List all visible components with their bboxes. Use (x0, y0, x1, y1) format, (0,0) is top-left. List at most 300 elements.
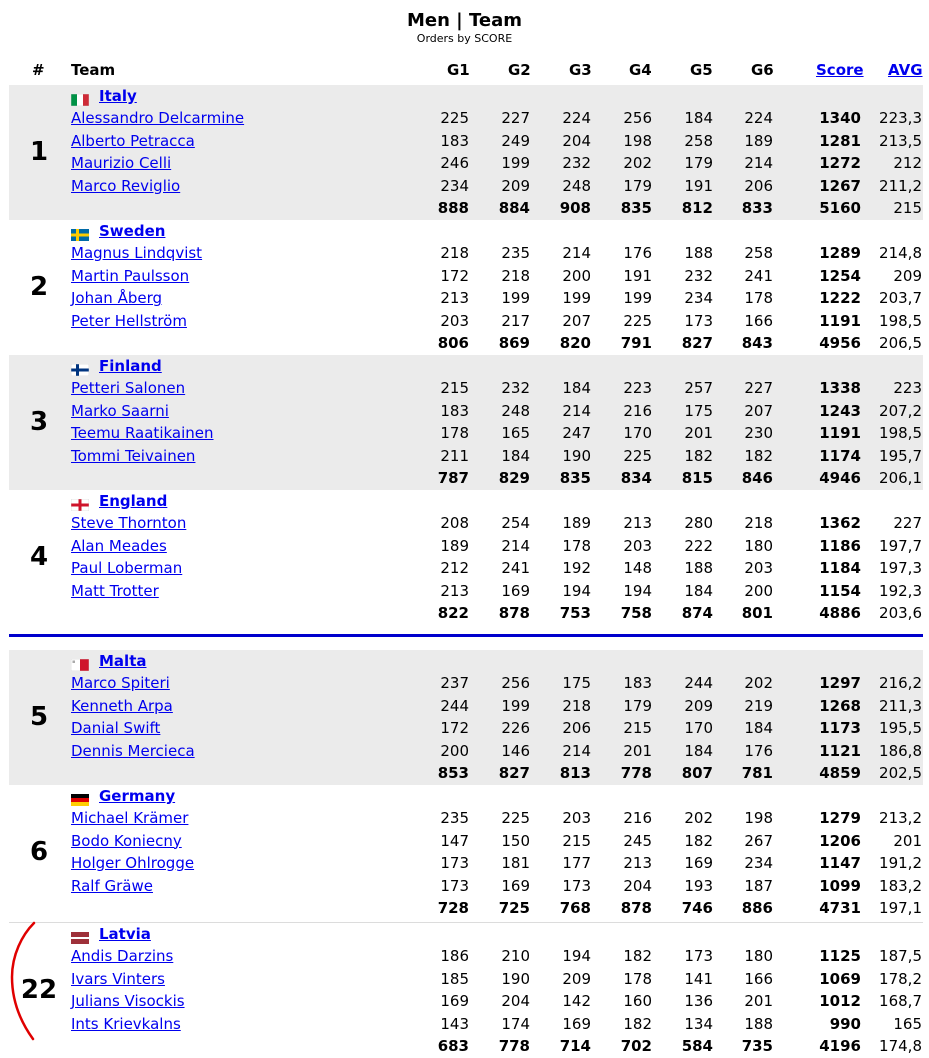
player-average: 216,2 (879, 674, 922, 692)
game-score-2: 199 (501, 696, 530, 715)
team-total-game-2: 884 (498, 199, 530, 217)
team-total-game-4: 758 (620, 604, 652, 622)
team-country-link[interactable]: England (99, 492, 168, 510)
game-score-5: 136 (684, 992, 713, 1010)
game-score-2: 210 (501, 947, 530, 965)
game-score-5: 141 (684, 969, 713, 988)
team-total-score: 4196 (819, 1037, 861, 1055)
game-score-3: 192 (562, 559, 591, 577)
team-rank: 2 (29, 272, 49, 302)
team-total-game-3: 835 (559, 469, 591, 487)
finland-flag-icon (71, 361, 89, 373)
game-score-4: 203 (623, 536, 652, 555)
game-score-6: 214 (744, 154, 773, 172)
game-score-6: 166 (744, 969, 773, 988)
game-score-6: 198 (744, 809, 773, 827)
game-score-4: 198 (623, 131, 652, 150)
game-score-3: 194 (562, 581, 591, 600)
game-score-3: 247 (562, 424, 591, 442)
player-name-link[interactable]: Magnus Lindqvist (71, 244, 203, 262)
game-score-5: 173 (684, 311, 713, 330)
column-header-g6: G6 (751, 61, 774, 79)
game-score-5: 175 (684, 401, 713, 420)
game-score-2: 165 (501, 424, 530, 442)
team-total-game-2: 778 (498, 1037, 530, 1055)
column-header-g3: G3 (569, 61, 592, 79)
italy-flag-icon (71, 91, 89, 103)
game-score-6: 178 (744, 289, 773, 307)
game-score-6: 224 (744, 109, 773, 127)
game-score-5: 280 (684, 514, 713, 532)
game-score-3: 214 (562, 741, 591, 760)
team-total-score: 4859 (819, 764, 861, 782)
team-total-game-5: 874 (681, 604, 713, 622)
team-total-game-4: 778 (620, 764, 652, 782)
handwritten-annotation-bracket (0, 915, 50, 1045)
game-score-2: 190 (501, 969, 530, 988)
team-total-game-2: 827 (498, 764, 530, 782)
game-score-3: 199 (562, 289, 591, 307)
team-total-game-1: 806 (437, 334, 469, 352)
game-score-1: 186 (440, 947, 469, 965)
game-score-5: 182 (684, 446, 713, 465)
team-block-england (9, 490, 923, 625)
game-score-1: 211 (440, 446, 469, 465)
game-score-3: 142 (562, 992, 591, 1010)
game-score-2: 254 (501, 514, 530, 532)
team-total-game-1: 683 (437, 1037, 469, 1055)
game-score-2: 174 (501, 1014, 530, 1033)
column-header-team: Team (71, 61, 116, 79)
player-name-link[interactable]: Holger Ohlrogge (71, 854, 195, 872)
game-score-1: 183 (440, 131, 469, 150)
game-score-3: 214 (562, 244, 591, 262)
player-name-link[interactable]: Marko Saarni (71, 401, 169, 420)
team-total-game-4: 878 (620, 899, 652, 917)
team-total-game-5: 827 (681, 334, 713, 352)
column-header-g4: G4 (629, 61, 652, 79)
game-score-3: 189 (562, 514, 591, 532)
player-name-link[interactable]: Maurizio Celli (71, 154, 172, 172)
column-header-g1: G1 (447, 61, 470, 79)
game-score-1: 213 (440, 289, 469, 307)
team-total-game-2: 829 (498, 469, 530, 487)
game-score-1: 203 (440, 311, 469, 330)
player-name-link[interactable]: Dennis Mercieca (71, 741, 195, 760)
team-rank: 22 (20, 975, 58, 1005)
game-score-3: 248 (562, 176, 591, 195)
malta-flag-icon (71, 656, 89, 668)
game-score-1: 237 (440, 674, 469, 692)
game-score-2: 249 (501, 131, 530, 150)
game-score-5: 209 (684, 696, 713, 715)
player-total-score: 1272 (819, 154, 861, 172)
team-total-game-4: 835 (620, 199, 652, 217)
sweden-flag-icon (71, 226, 89, 238)
game-score-4: 182 (623, 1014, 652, 1033)
player-average: 191,2 (879, 854, 922, 872)
game-score-4: 215 (623, 719, 652, 737)
team-total-game-5: 812 (681, 199, 713, 217)
game-score-4: 216 (623, 401, 652, 420)
team-total-game-1: 728 (437, 899, 469, 917)
game-score-1: 189 (440, 536, 469, 555)
game-score-6: 267 (744, 831, 773, 850)
player-name-link[interactable]: Julians Visockis (71, 992, 185, 1010)
team-rank: 6 (29, 837, 49, 867)
game-score-6: 218 (744, 514, 773, 532)
player-total-score: 1362 (819, 514, 861, 532)
player-name-link[interactable]: Martin Paulsson (71, 266, 190, 285)
team-total-game-6: 843 (741, 334, 773, 352)
team-total-game-6: 886 (741, 899, 773, 917)
game-score-4: 225 (623, 311, 652, 330)
player-total-score: 1222 (819, 289, 861, 307)
page-subtitle: Orders by SCORE (416, 32, 513, 45)
game-score-5: 134 (684, 1014, 713, 1033)
game-score-2: 169 (501, 581, 530, 600)
team-total-game-3: 813 (559, 764, 591, 782)
team-country-link[interactable]: Finland (99, 357, 162, 375)
team-total-game-3: 714 (559, 1037, 591, 1055)
game-score-4: 178 (623, 969, 652, 988)
player-total-score: 1279 (819, 809, 861, 827)
game-score-2: 218 (501, 266, 530, 285)
game-score-4: 216 (623, 809, 652, 827)
game-score-1: 172 (440, 266, 469, 285)
team-country-link[interactable]: Germany (99, 787, 176, 805)
player-total-score: 1191 (819, 311, 861, 330)
game-score-5: 179 (684, 154, 713, 172)
player-total-score: 1340 (819, 109, 861, 127)
team-total-game-2: 878 (498, 604, 530, 622)
column-header-g2: G2 (508, 61, 531, 79)
game-score-6: 207 (744, 401, 773, 420)
game-score-6: 219 (744, 696, 773, 715)
game-score-6: 206 (744, 176, 773, 195)
team-total-game-6: 801 (741, 604, 773, 622)
game-score-6: 241 (744, 266, 773, 285)
game-score-4: 245 (623, 831, 652, 850)
player-name-link[interactable]: Marco Reviglio (71, 176, 181, 195)
game-score-1: 218 (440, 244, 469, 262)
player-average: 209 (893, 266, 922, 285)
team-rank: 5 (29, 702, 49, 732)
player-name-link[interactable]: Danial Swift (71, 719, 161, 737)
team-average: 203,6 (879, 604, 922, 622)
game-score-3: 178 (562, 536, 591, 555)
game-score-6: 227 (744, 379, 773, 397)
game-score-3: 194 (562, 947, 591, 965)
player-average: 214,8 (879, 244, 922, 262)
game-score-5: 193 (684, 876, 713, 895)
team-total-score: 4946 (819, 469, 861, 487)
game-score-1: 200 (440, 741, 469, 760)
game-score-1: 246 (440, 154, 469, 172)
game-score-6: 230 (744, 424, 773, 442)
game-score-4: 160 (623, 992, 652, 1010)
game-score-2: 181 (501, 854, 530, 872)
game-score-5: 191 (684, 176, 713, 195)
player-name-link[interactable]: Ints Krievkalns (71, 1014, 181, 1033)
game-score-6: 201 (744, 992, 773, 1010)
player-average: 195,5 (879, 719, 922, 737)
game-score-5: 258 (684, 131, 713, 150)
team-total-game-4: 834 (620, 469, 652, 487)
player-name-link[interactable]: Michael Krämer (71, 809, 189, 827)
player-average: 223 (893, 379, 922, 397)
game-score-4: 183 (623, 674, 652, 692)
game-score-2: 227 (501, 109, 530, 127)
player-name-link[interactable]: Kenneth Arpa (71, 696, 173, 715)
game-score-2: 232 (501, 379, 530, 397)
player-average: 197,3 (879, 559, 922, 577)
game-score-1: 172 (440, 719, 469, 737)
player-name-link[interactable]: Teemu Raatikainen (71, 424, 214, 442)
game-score-4: 223 (623, 379, 652, 397)
game-score-4: 182 (623, 947, 652, 965)
player-average: 183,2 (879, 876, 922, 895)
player-name-link[interactable]: Steve Thornton (71, 514, 187, 532)
game-score-6: 203 (744, 559, 773, 577)
game-score-5: 201 (684, 424, 713, 442)
game-score-2: 199 (501, 289, 530, 307)
team-total-game-5: 815 (681, 469, 713, 487)
game-score-4: 191 (623, 266, 652, 285)
game-score-4: 204 (623, 876, 652, 895)
team-total-game-1: 787 (437, 469, 469, 487)
game-score-2: 256 (501, 674, 530, 692)
game-score-1: 225 (440, 109, 469, 127)
team-average: 215 (893, 199, 922, 217)
team-total-score: 4731 (819, 899, 861, 917)
team-average: 202,5 (879, 764, 922, 782)
game-score-4: 199 (623, 289, 652, 307)
column-header-score-sort-link[interactable]: Score (816, 61, 864, 79)
team-total-game-3: 768 (559, 899, 591, 917)
player-total-score: 1012 (819, 992, 861, 1010)
game-score-1: 143 (440, 1014, 469, 1033)
team-country-link[interactable]: Latvia (99, 925, 151, 943)
game-score-6: 180 (744, 947, 773, 965)
game-score-5: 234 (684, 289, 713, 307)
player-total-score: 1121 (819, 741, 861, 760)
game-score-6: 182 (744, 446, 773, 465)
game-score-3: 214 (562, 401, 591, 420)
team-block-sweden (9, 220, 923, 355)
game-score-1: 213 (440, 581, 469, 600)
player-total-score: 1147 (819, 854, 861, 872)
game-score-4: 194 (623, 581, 652, 600)
player-name-link[interactable]: Matt Trotter (71, 581, 159, 600)
player-average: 207,2 (879, 401, 922, 420)
player-total-score: 1184 (819, 559, 861, 577)
team-total-game-5: 584 (681, 1037, 713, 1055)
game-score-2: 225 (501, 809, 530, 827)
game-score-3: 209 (562, 969, 591, 988)
team-average: 197,1 (879, 899, 922, 917)
player-total-score: 1281 (819, 131, 861, 150)
game-score-6: 176 (744, 741, 773, 760)
game-score-3: 173 (562, 876, 591, 895)
team-total-game-6: 833 (741, 199, 773, 217)
team-total-game-2: 725 (498, 899, 530, 917)
game-score-4: 148 (623, 559, 652, 577)
team-block-malta (9, 650, 923, 785)
player-name-link[interactable]: Paul Loberman (71, 559, 183, 577)
player-name-link[interactable]: Ralf Gräwe (71, 876, 153, 895)
team-block-finland (9, 355, 923, 490)
game-score-2: 235 (501, 244, 530, 262)
game-score-2: 226 (501, 719, 530, 737)
player-total-score: 1267 (819, 176, 861, 195)
game-score-6: 187 (744, 876, 773, 895)
game-score-3: 184 (562, 379, 591, 397)
game-score-2: 150 (501, 831, 530, 850)
player-name-link[interactable]: Tommi Teivainen (71, 446, 196, 465)
game-score-3: 224 (562, 109, 591, 127)
player-name-link[interactable]: Ivars Vinters (71, 969, 165, 988)
player-average: 165 (893, 1014, 922, 1033)
team-total-game-1: 822 (437, 604, 469, 622)
game-score-2: 169 (501, 876, 530, 895)
game-score-6: 184 (744, 719, 773, 737)
player-total-score: 1186 (819, 536, 861, 555)
game-score-1: 212 (440, 559, 469, 577)
player-average: 195,7 (879, 446, 922, 465)
player-average: 178,2 (879, 969, 922, 988)
game-score-1: 178 (440, 424, 469, 442)
player-name-link[interactable]: Andis Darzins (71, 947, 174, 965)
player-average: 213,5 (879, 131, 922, 150)
game-score-1: 234 (440, 176, 469, 195)
game-score-1: 244 (440, 696, 469, 715)
team-total-game-3: 908 (559, 199, 591, 217)
player-total-score: 1174 (819, 446, 861, 465)
player-name-link[interactable]: Alberto Petracca (71, 131, 195, 150)
team-average: 206,5 (879, 334, 922, 352)
team-country-link[interactable]: Sweden (99, 222, 166, 240)
player-total-score: 1206 (819, 831, 861, 850)
game-score-4: 213 (623, 514, 652, 532)
team-total-score: 4956 (819, 334, 861, 352)
game-score-2: 199 (501, 154, 530, 172)
game-score-2: 209 (501, 176, 530, 195)
team-country-link[interactable]: Italy (99, 87, 137, 105)
game-score-4: 179 (623, 696, 652, 715)
game-score-5: 182 (684, 831, 713, 850)
game-score-5: 184 (684, 741, 713, 760)
game-score-5: 232 (684, 266, 713, 285)
column-header-rank: # (32, 61, 45, 79)
column-header-g5: G5 (690, 61, 713, 79)
game-score-4: 202 (623, 154, 652, 172)
team-total-game-2: 869 (498, 334, 530, 352)
game-score-3: 175 (562, 674, 591, 692)
game-score-3: 207 (562, 311, 591, 330)
game-score-5: 169 (684, 854, 713, 872)
game-score-2: 217 (501, 311, 530, 330)
game-score-1: 208 (440, 514, 469, 532)
player-total-score: 1297 (819, 674, 861, 692)
game-score-2: 214 (501, 536, 530, 555)
game-score-3: 169 (562, 1014, 591, 1033)
game-score-6: 188 (744, 1014, 773, 1033)
player-total-score: 1243 (819, 401, 861, 420)
player-average: 198,5 (879, 311, 922, 330)
game-score-2: 146 (501, 741, 530, 760)
game-score-5: 188 (684, 244, 713, 262)
column-header-avg-sort-link[interactable]: AVG (888, 61, 923, 79)
game-score-1: 147 (440, 831, 469, 850)
game-score-3: 206 (562, 719, 591, 737)
player-average: 203,7 (879, 289, 922, 307)
top-group-separator (9, 634, 923, 637)
team-block-latvia (9, 922, 923, 1058)
player-name-link[interactable]: Alan Meades (71, 536, 167, 555)
game-score-5: 257 (684, 379, 713, 397)
player-name-link[interactable]: Bodo Koniecny (71, 831, 182, 850)
team-total-game-3: 753 (559, 604, 591, 622)
game-score-3: 204 (562, 131, 591, 150)
player-total-score: 1154 (819, 581, 861, 600)
game-score-5: 173 (684, 947, 713, 965)
game-score-6: 166 (744, 311, 773, 330)
player-total-score: 1191 (819, 424, 861, 442)
player-name-link[interactable]: Johan Åberg (71, 289, 163, 307)
game-score-4: 170 (623, 424, 652, 442)
player-total-score: 1125 (819, 947, 861, 965)
player-name-link[interactable]: Petteri Salonen (71, 379, 186, 397)
team-total-game-6: 735 (741, 1037, 773, 1055)
team-average: 206,1 (879, 469, 922, 487)
team-average: 174,8 (879, 1037, 922, 1055)
player-total-score: 1069 (819, 969, 861, 988)
game-score-5: 188 (684, 559, 713, 577)
game-score-6: 258 (744, 244, 773, 262)
team-total-game-6: 846 (741, 469, 773, 487)
team-rank: 3 (29, 407, 49, 437)
game-score-4: 179 (623, 176, 652, 195)
game-score-3: 215 (562, 831, 591, 850)
player-average: 227 (893, 514, 922, 532)
player-average: 186,8 (879, 741, 922, 760)
player-average: 192,3 (879, 581, 922, 600)
player-name-link[interactable]: Alessandro Delcarmine (71, 109, 245, 127)
germany-flag-icon (71, 791, 89, 803)
team-total-score: 5160 (819, 199, 861, 217)
player-average: 213,2 (879, 809, 922, 827)
game-score-3: 232 (562, 154, 591, 172)
game-score-4: 225 (623, 446, 652, 465)
game-score-3: 203 (562, 809, 591, 827)
player-name-link[interactable]: Peter Hellström (71, 311, 187, 330)
game-score-3: 200 (562, 266, 591, 285)
team-country-link[interactable]: Malta (99, 652, 147, 670)
player-total-score: 990 (829, 1014, 861, 1033)
team-rank: 4 (29, 542, 49, 572)
game-score-2: 204 (501, 992, 530, 1010)
team-block-germany (9, 785, 923, 920)
player-name-link[interactable]: Marco Spiteri (71, 674, 170, 692)
player-average: 211,3 (879, 696, 922, 715)
team-total-game-4: 791 (620, 334, 652, 352)
england-flag-icon (71, 496, 89, 508)
game-score-1: 169 (440, 992, 469, 1010)
game-score-1: 185 (440, 969, 469, 988)
player-total-score: 1289 (819, 244, 861, 262)
game-score-1: 215 (440, 379, 469, 397)
